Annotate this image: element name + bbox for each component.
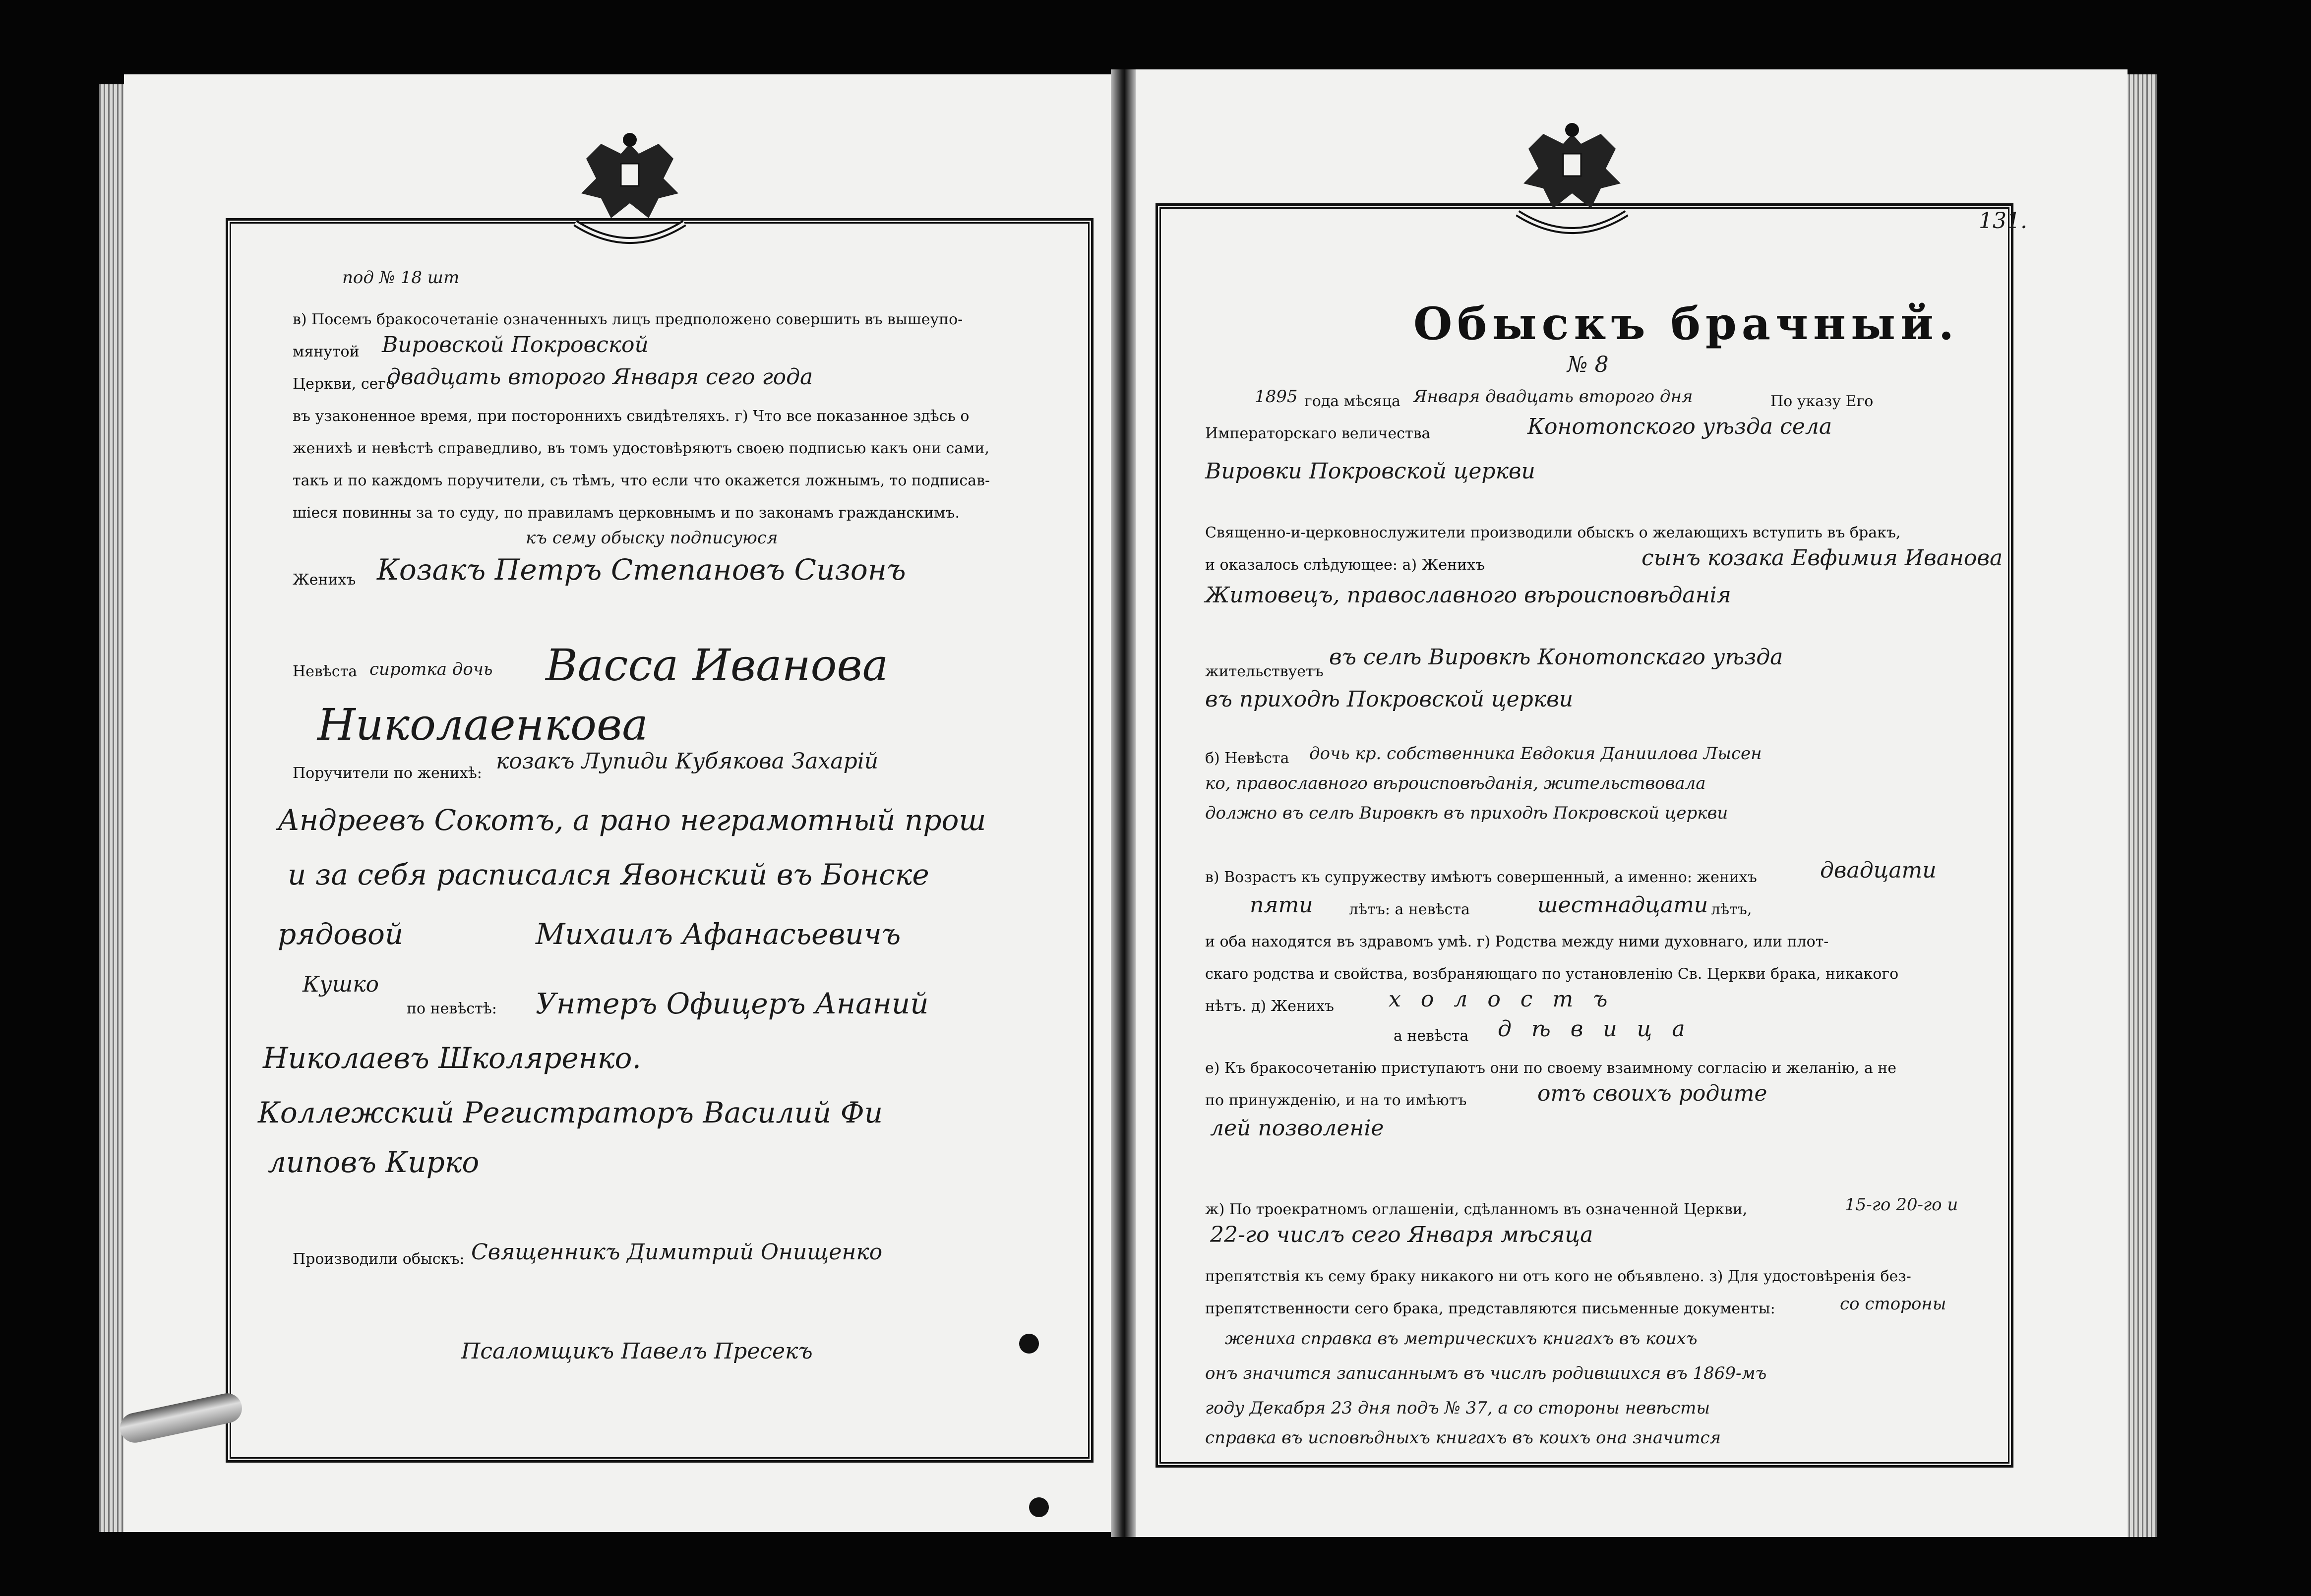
bride-status-hand: сиротка дочь <box>369 659 493 679</box>
item-v-line: в) Посемъ бракосочетаніе означенныхъ лицъ предположено совершить въ вышеупо- <box>293 311 963 328</box>
date-hand: Января двадцать второго дня <box>1413 387 1693 407</box>
church-hand: Вировки Покровской церкви <box>1205 459 1535 484</box>
groom-sureties-label: Поручители по женихѣ: <box>293 765 482 782</box>
document-title: Обыскъ брачный. <box>1413 297 1959 350</box>
compulsion-line: по принужденію, и на то имѣютъ <box>1205 1092 1467 1109</box>
age-bride-hand: шестнадцати <box>1537 892 1708 918</box>
residence-hand-1: въ селѣ Вировкѣ Конотопскаго уѣзда <box>1329 645 1783 670</box>
bride-label: б) Невѣста <box>1205 750 1289 767</box>
obstacle-line: препятствія къ сему браку никакого ни отъ кого не объявлено. з) Для удостовѣренія без- <box>1205 1268 1911 1285</box>
bride-surety-line-4: липовъ Кирко <box>268 1145 480 1179</box>
page-edges-left <box>99 84 126 1532</box>
groom-state-hand: холостъ <box>1389 987 1628 1012</box>
groom-signature: Козакъ Петръ Степановъ Сизонъ <box>377 553 906 587</box>
binding-hole <box>1029 1497 1049 1517</box>
banns-line: ж) По троекратномъ оглашеніи, сдѣланномъ въ означенной Церкви, <box>1205 1201 1748 1218</box>
book-gutter <box>1111 69 1136 1537</box>
age-years-label: лѣтъ: а невѣста <box>1349 901 1470 918</box>
clergy-line: Священно-и-церковнослужители производили обыскъ о желающихъ вступить въ бракъ, <box>1205 524 1901 541</box>
documents-hand-3: онъ значится записаннымъ въ числѣ родившихся въ 1869-мъ <box>1205 1363 1767 1383</box>
groom-hand-1: сынъ козака Евфимия Иванова <box>1642 545 2003 571</box>
parents-hand: отъ своихъ родите <box>1537 1081 1767 1106</box>
psalmist-signature: Псаломщикъ Павелъ Пресекъ <box>461 1339 813 1364</box>
documents-line: препятственности сего брака, представляются письменные документы: <box>1205 1300 1775 1317</box>
documents-hand-2: жениха справка въ метрическихъ книгахъ въ коихъ <box>1225 1329 1698 1349</box>
bride-surety-line-2: Николаевъ Школяренко. <box>263 1041 641 1075</box>
bride-state-label: а невѣста <box>1394 1027 1469 1045</box>
church-label: мянутой <box>293 343 360 360</box>
record-number-note: под № 18 шт <box>342 268 460 288</box>
groom-surety-line-4: рядовой <box>278 917 404 951</box>
bride-hand-2: ко, православного вѣроисповѣданія, жительствовала <box>1205 773 1706 793</box>
groom-surety-line-3: и за себя расписался Явонский въ Бонске <box>288 858 929 891</box>
groom-surety-line-2: Андреевъ Сокотъ, а рано неграмотный прош <box>278 803 986 837</box>
time-label: Церкви, сего <box>293 375 395 393</box>
residence-label: жительствуетъ <box>1205 663 1324 680</box>
priest-signature: Священникъ Димитрий Онищенко <box>471 1240 883 1265</box>
kin-line: скаго родства и свойства, возбраняющаго по установленію Св. Церкви брака, никакого <box>1205 965 1899 983</box>
documents-hand-5: справка въ исповѣдныхъ книгахъ въ коихъ она значится <box>1205 1428 1721 1448</box>
groom-surety-line-5: Кушко <box>303 972 379 997</box>
year-hand: 1895 <box>1255 387 1298 407</box>
parents-hand-2: лей позволеніе <box>1210 1116 1384 1141</box>
text-line-3: въ узаконенное время, при постороннихъ свидѣтеляхъ. г) Что все показанное здѣсь о <box>293 408 970 425</box>
bride-name-line-2: Николаенкова <box>317 699 648 750</box>
age-groom-hand-2: пяти <box>1250 892 1313 918</box>
record-number: № 8 <box>1567 352 1609 377</box>
bride-hand-3: должно въ селѣ Вировкѣ въ приходѣ Покровской церкви <box>1205 803 1728 823</box>
decree-label: По указу Его <box>1770 393 1874 410</box>
binding-hole <box>1019 1334 1039 1354</box>
signing-note: къ сему обыску подписуюся <box>526 528 778 548</box>
age-label: в) Возрастъ къ супружеству имѣютъ совершенный, а именно: женихъ <box>1205 869 1757 886</box>
documents-hand-1: со стороны <box>1840 1294 1946 1314</box>
text-line-5: такъ и по каждомъ поручители, съ тѣмъ, что если что окажется ложнымъ, то подписав- <box>293 472 990 489</box>
banns-hand: 15-го 20-го и <box>1845 1195 1958 1215</box>
marital-label: нѣтъ. д) Женихъ <box>1205 998 1335 1015</box>
age-groom-hand: двадцати <box>1820 858 1937 883</box>
imperial-eagle-emblem-right <box>1498 119 1646 248</box>
residence-hand-2: въ приходѣ Покровской церкви <box>1205 687 1574 712</box>
bride-label: Невѣста <box>293 663 358 680</box>
bride-name-line-1: Васса Иванова <box>546 640 889 691</box>
text-line-4: женихѣ и невѣстѣ справедливо, въ томъ удостовѣряютъ своею подписью какъ они сами, <box>293 440 990 457</box>
bride-state-hand: дѣвица <box>1498 1016 1705 1042</box>
found-label: и оказалось слѣдующее: а) Женихъ <box>1205 556 1485 574</box>
groom-hand-2: Житовецъ, православного вѣроисповѣданія <box>1205 583 1731 608</box>
majesty-label: Императорскаго величества <box>1205 425 1431 442</box>
groom-surety-line-4b: Михаилъ Афанасьевичъ <box>536 917 901 951</box>
groom-label: Женихъ <box>293 571 356 589</box>
health-line: и оба находятся въ здравомъ умѣ. г) Родства между ними духовнаго, или плот- <box>1205 933 1829 950</box>
imperial-eagle-emblem-left <box>555 129 704 258</box>
conducted-label: Производили обыскъ: <box>293 1250 465 1268</box>
groom-surety-line-1: козакъ Лупиди Кубякова Захарiй <box>496 749 879 774</box>
page-number: 131. <box>1979 208 2027 234</box>
bride-sureties-label: по невѣстѣ: <box>407 1000 497 1017</box>
bride-hand-1: дочь кр. собственника Евдокия Даниилова Лысен <box>1309 744 1762 764</box>
banns-hand-2: 22-го числъ сего Января мѣсяца <box>1210 1222 1593 1247</box>
uezd-hand: Конотопского уѣзда села <box>1527 414 1832 439</box>
bride-surety-line-1: Унтеръ Офицеръ Ананий <box>536 987 929 1020</box>
left-page-frame <box>226 218 1094 1463</box>
documents-hand-4: году Декабря 23 дня подъ № 37, а со стороны невѣсты <box>1205 1398 1710 1418</box>
age-years-label-2: лѣтъ, <box>1711 901 1752 918</box>
date-hand: двадцать второго Января сего года <box>387 364 813 390</box>
date-label: года мѣсяца <box>1304 393 1401 410</box>
church-name-hand: Вировской Покровской <box>382 332 649 357</box>
text-line-6: шіеся повинны за то суду, по правиламъ церковнымъ и по законамъ гражданскимъ. <box>293 504 960 522</box>
bride-surety-line-3: Коллежский Регистраторъ Василий Фи <box>258 1096 883 1129</box>
consent-line: е) Къ бракосочетанію приступаютъ они по своему взаимному согласію и желанію, а не <box>1205 1060 1897 1077</box>
